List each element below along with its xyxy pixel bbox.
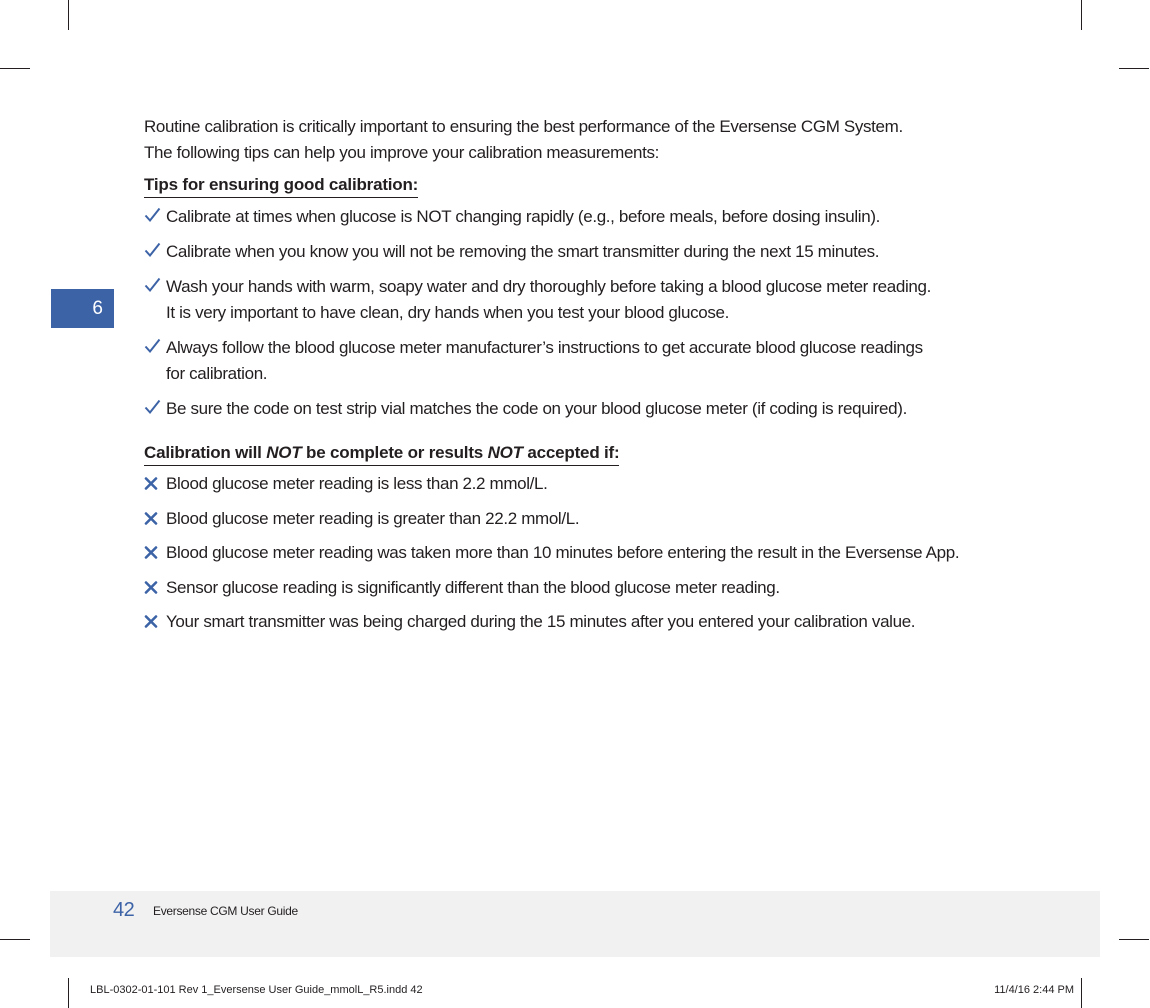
cross-icon [144,477,162,490]
cross-icon [144,581,162,594]
calibration-failure-item [144,471,984,497]
calibration-failure-text: Blood glucose meter reading is greater than 22.2 mmol/L. [166,508,580,528]
check-icon [144,242,162,258]
calibration-failure-item [144,540,984,566]
tips-heading: Tips for ensuring good calibration: [144,174,418,198]
crop-mark [1081,0,1082,30]
tip-item [144,396,984,422]
tip-text: Calibrate at times when glucose is NOT changing rapidly (e.g., before meals, before dosing insulin). [166,207,881,226]
check-icon [144,207,162,223]
calibration-heading-emphasis: NOT [266,443,302,462]
tips-list [144,204,984,422]
intro-paragraph [144,114,984,166]
print-slug-date: 11/4/16 2:44 PM [994,984,1074,996]
tip-text: Always follow the blood glucose meter manufacturer’s instructions to get accurate blood glucose readings [166,338,923,357]
calibration-heading-text: accepted if: [522,443,620,462]
tip-text: Wash your hands with warm, soapy water and dry thoroughly before taking a blood glucose meter reading. [166,277,931,296]
crop-mark [1081,978,1082,1008]
crop-mark [0,939,30,940]
crop-mark [68,978,69,1008]
calibration-failure-text: Your smart transmitter was being charged during the 15 minutes after you entered your calibration value. [166,612,916,632]
crop-mark [68,0,69,30]
intro-line: Routine calibration is critically important to ensuring the best performance of the Eversense CGM System. [144,117,903,136]
tip-text: Calibrate when you know you will not be removing the smart transmitter during the next 15 minutes. [166,242,880,261]
chapter-tab: 6 [51,289,114,328]
calibration-heading-text: Calibration will [144,443,267,462]
page-number: 42 [113,899,135,921]
cross-icon [144,615,162,628]
guide-title: Eversense CGM User Guide [153,904,298,918]
crop-mark [1119,68,1149,69]
tip-text: It is very important to have clean, dry hands when you test your blood glucose. [166,303,729,322]
page-content [144,114,984,644]
tip-item [144,274,984,326]
calibration-heading-emphasis: NOT [487,443,523,462]
footer-band [50,891,1100,957]
intro-line: The following tips can help you improve your calibration measurements: [144,143,660,162]
check-icon [144,338,162,354]
calibration-failure-text: Blood glucose meter reading was taken more than 10 minutes before entering the result in the Eversense App. [166,543,960,563]
crop-mark [0,68,30,69]
calibration-failure-item [144,609,984,635]
cross-icon [144,546,162,559]
calibration-failure-item [144,575,984,601]
crop-mark [1119,939,1149,940]
cross-icon [144,512,162,525]
tip-text: for calibration. [166,364,268,383]
tip-item [144,204,984,230]
calibration-heading [144,442,619,466]
check-icon [144,399,162,415]
print-slug-file: LBL-0302-01-101 Rev 1_Eversense User Guide_mmolL_R5.indd 42 [90,984,423,996]
tip-item [144,239,984,265]
calibration-failure-text: Blood glucose meter reading is less than 2.2 mmol/L. [166,474,548,493]
calibration-failure-item [144,506,984,532]
calibration-failure-text: Sensor glucose reading is significantly different than the blood glucose meter reading. [166,577,780,597]
calibration-failure-list [144,471,984,635]
check-icon [144,277,162,293]
tip-item [144,335,984,387]
calibration-heading-text: be complete or results [301,443,488,462]
tip-text: Be sure the code on test strip vial matches the code on your blood glucose meter (if coding is required). [166,399,907,418]
